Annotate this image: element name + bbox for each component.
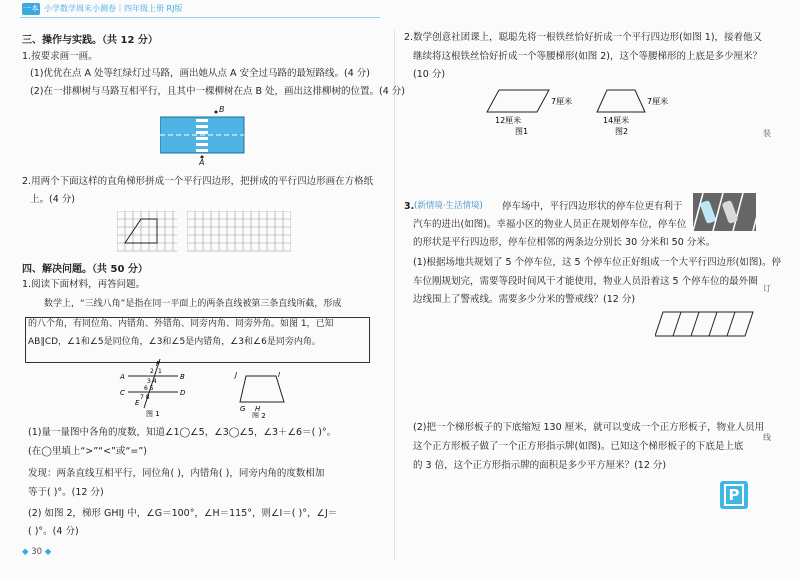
fig1-caption-r: 图1: [515, 127, 529, 136]
fig1-n34: 3 4: [147, 378, 157, 385]
material-line2: 的八个角，有同位角、内错角、外错角、同旁内角、同旁外角。如图 1，已知: [28, 319, 334, 329]
q1-title: 1.按要求画一画。: [22, 51, 98, 62]
binding-mark-3: 线: [763, 433, 771, 442]
fig1-e: E: [135, 399, 140, 407]
r-q2-line1: 2.数学创意社团课上，聪聪先将一根铁丝恰好折成一个平行四边形(如图 1)，接着他又: [404, 32, 763, 43]
parking-illustration: [693, 193, 756, 231]
road-diagram: [160, 103, 245, 165]
page-footer: ◆ 30 ◆: [22, 547, 52, 557]
r-q3-number: 3.: [404, 201, 415, 212]
r-q3-1-line3: 边线围上了警戒线。需要多少分米的警戒线？(12 分): [413, 294, 636, 305]
fig2-caption-r: 图2: [615, 127, 629, 136]
q4-1-part1: (1)量一量图中各角的度数，知道∠1◯∠5，∠3◯∠5，∠3＋∠6＝( )°。: [28, 427, 337, 438]
fig1-d: D: [180, 389, 186, 397]
q2-line1: 2.用两个下面这样的直角梯形拼成一个平行四边形，把拼成的平行四边形画在方格纸: [22, 176, 374, 187]
material-line1: 数学上，“三线八角”是指在同一平面上的两条直线被第三条直线所截，形成: [44, 299, 342, 309]
page-number: 30: [31, 547, 43, 557]
five-parking-spaces: [655, 310, 755, 338]
material-line3: AB∥CD，∠1和∠5是同位角，∠3和∠5是内错角，∠3和∠6是同旁内角。: [28, 337, 321, 347]
fig1-c: C: [120, 389, 125, 397]
q1-part1: (1)优优在点 A 处等红绿灯过马路，画出她从点 A 安全过马路的最短路线。(4 分): [30, 68, 371, 79]
fig2-j: J: [235, 371, 238, 379]
parking-sign-icon: [720, 481, 748, 509]
r-q3-2-line3: 的 3 倍，这个正方形指示牌的面积是多少平方厘米？(12 分): [413, 460, 667, 471]
fig2-h: H: [255, 405, 261, 413]
q2-line2: 上。(4 分): [30, 194, 75, 205]
binding-mark-2: 订: [763, 284, 771, 293]
wire-figures: [485, 86, 685, 138]
q4-1-discovery: 发现：两条直线互相平行，同位角( )，内错角( )，同旁内角的度数相加: [28, 468, 325, 479]
header-title: 小学数学周末小测卷｜四年级上册 RJ版: [44, 4, 183, 13]
fig2-caption: 图 2: [252, 412, 266, 418]
column-divider: [394, 30, 395, 560]
parking-sign-letter: P: [724, 484, 744, 506]
trapezoid-grid: [117, 211, 177, 253]
q4-1-discovery-end: 等于( )°。(12 分): [28, 487, 104, 498]
r-q3-tag: (新情境·生活情境): [414, 201, 483, 211]
header-badge: 一本: [23, 4, 39, 13]
figure-1-lines: [118, 356, 196, 418]
fig2-side-label: 7厘米: [647, 97, 669, 106]
fig1-n1: 1: [158, 368, 162, 375]
r-q3-2-line1: (2)把一个梯形板子的下底缩短 130 厘米，就可以变成一个正方形板子，物业人员用: [413, 422, 765, 433]
fig1-n65: 6 5: [144, 385, 154, 392]
fig1-n78: 7 8: [140, 394, 150, 401]
q4-1-title: 1.阅读下面材料，再答问题。: [22, 279, 146, 290]
r-q3-1-line1: (1)根据场地共规划了 5 个停车位，这 5 个停车位正好组成一个大平行四边形(如图)。停: [413, 257, 782, 268]
fig2-base-label: 14厘米: [603, 116, 630, 125]
r-q3-line3: 的形状是平行四边形，停车位相邻的两条边分别长 30 分米和 50 分米。: [413, 237, 716, 248]
r-q3-line1: 停车场中，平行四边形状的停车位更有利于: [502, 201, 683, 212]
section-3-heading: 三、操作与实践。（共 12 分）: [22, 35, 158, 46]
fig1-f: F: [156, 360, 161, 368]
r-q2-line2: 继续将这根铁丝恰好折成一个等腰梯形(如图 2)，这个等腰梯形的上底是多少厘米？: [413, 51, 762, 62]
header-rule: [20, 17, 380, 18]
fig1-caption: 图 1: [146, 410, 160, 418]
fig1-a: A: [120, 373, 125, 381]
point-b-label: B: [219, 105, 225, 114]
q1-part2: (2)在一排柳树与马路互相平行，且其中一棵柳树在点 B 处，画出这排柳树的位置。(4 分): [30, 86, 405, 97]
fig2-i: I: [278, 371, 281, 379]
point-a-label: A: [199, 158, 205, 165]
figure-2-trapezoid: [232, 368, 290, 418]
fig1-base-label: 12厘米: [495, 116, 522, 125]
fig1-side-label: 7厘米: [551, 97, 573, 106]
fig1-n2: 2: [150, 368, 154, 375]
r-q3-line2: 汽车的进出(如图)。幸福小区的物业人员正在规划停车位，停车位: [413, 219, 687, 230]
r-q3-2-line2: 这个正方形板子做了一个正方形指示牌(如图)。已知这个梯形板子的下底是上底: [413, 441, 744, 452]
answer-grid: [187, 211, 291, 253]
r-q2-points: (10 分): [413, 69, 446, 80]
binding-mark-1: 装: [763, 129, 771, 138]
fig2-g: G: [240, 405, 246, 413]
q4-2-line1: (2) 如图 2，梯形 GHIJ 中，∠G＝100°，∠H＝115°，则∠I＝( )°，∠J＝: [28, 508, 338, 519]
q4-2-line2: ( )°。(4 分): [28, 526, 79, 537]
r-q3-1-line2: 车位刚规划完，需要等段时间风干才能使用，物业人员沿着这 5 个停车位的最外圈: [413, 276, 758, 287]
section-4-heading: 四、解决问题。（共 50 分）: [22, 264, 148, 275]
q4-1-note: (在◯里填上“>”“<”或“=”): [28, 446, 147, 457]
fig1-b: B: [180, 373, 185, 381]
